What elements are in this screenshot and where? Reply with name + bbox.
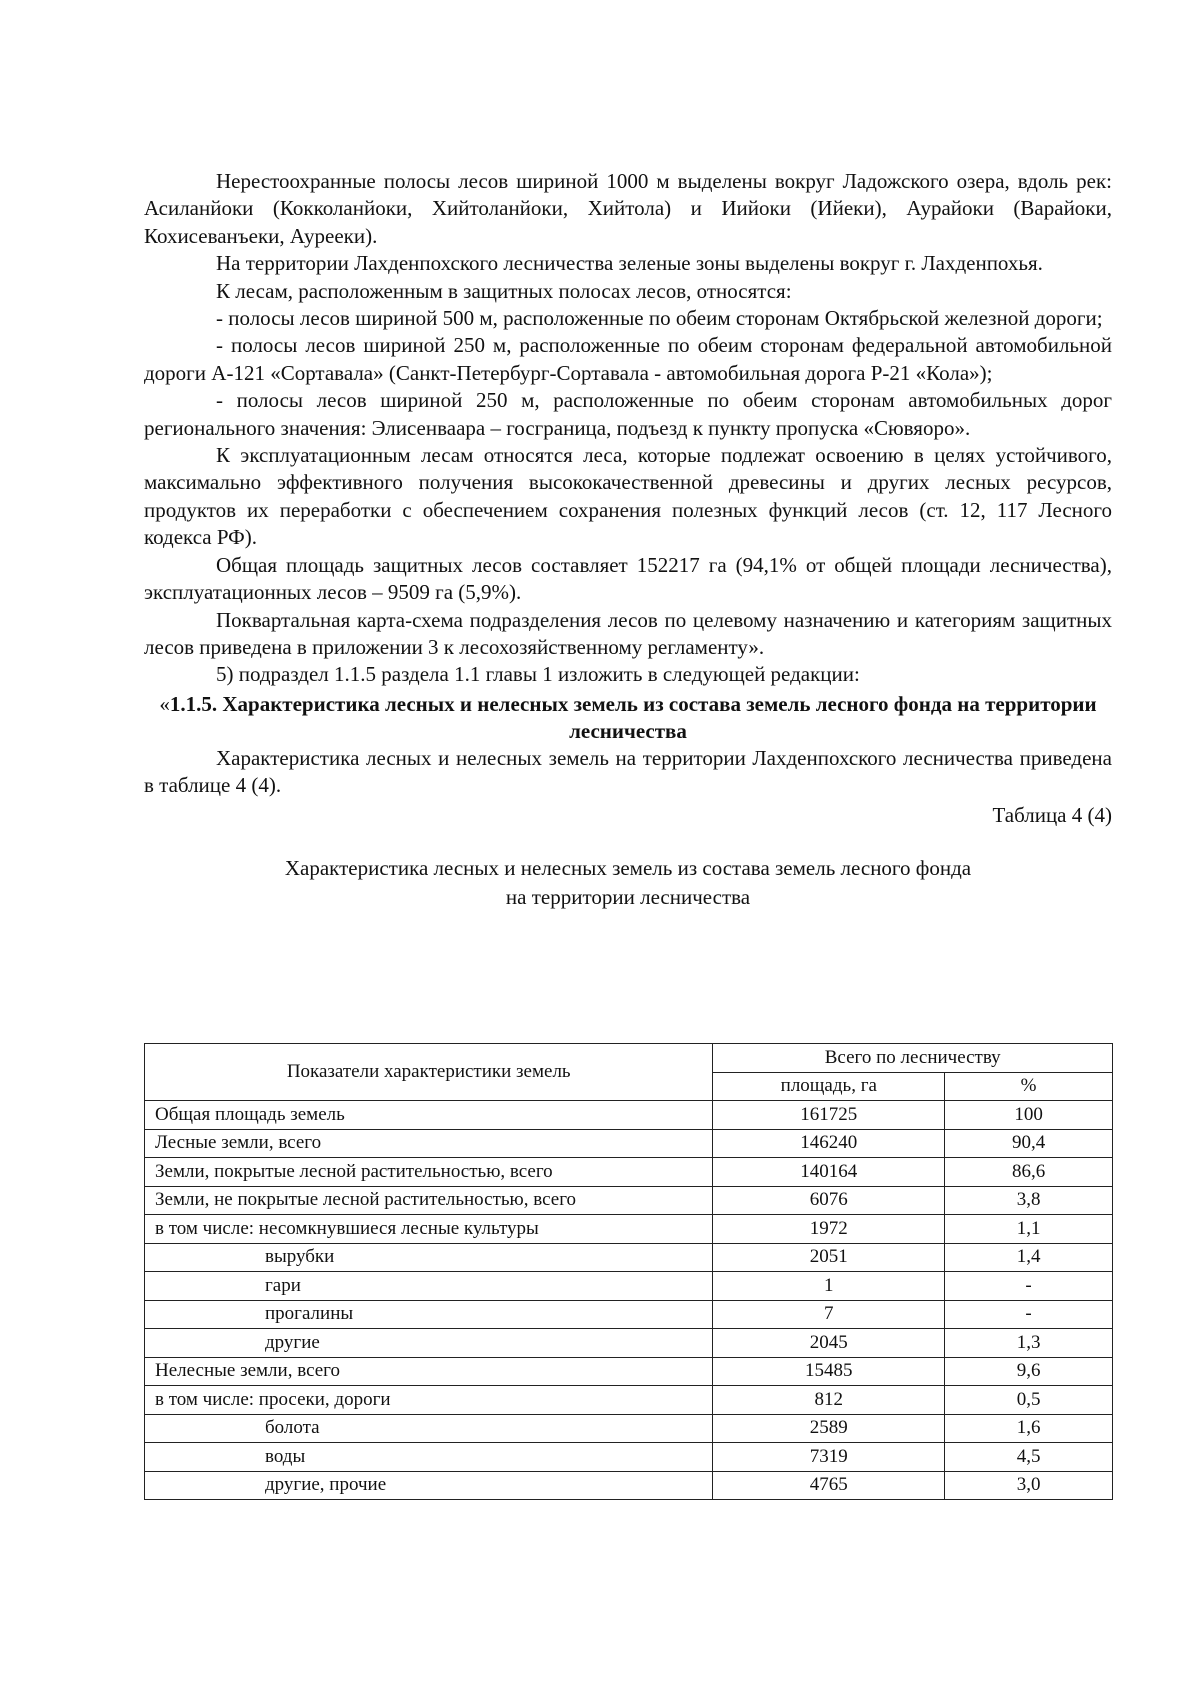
table-body bbox=[145, 1101, 1113, 1500]
row-indicator-cell: в том числе: просеки, дороги bbox=[145, 1386, 713, 1415]
row-area-cell: 7 bbox=[713, 1300, 945, 1329]
table-row bbox=[145, 1329, 1113, 1358]
row-area-cell: 140164 bbox=[713, 1158, 945, 1187]
land-characteristics-table bbox=[144, 1043, 1113, 1500]
row-indicator-cell: Земли, покрытые лесной растительностью, всего bbox=[145, 1158, 713, 1187]
row-percent-cell: 1,3 bbox=[945, 1329, 1113, 1358]
paragraph-green-zones: На территории Лахденпохского лесничества зеленые зоны выделены вокруг г. Лахденпохья. bbox=[216, 251, 1043, 276]
row-percent-cell: 9,6 bbox=[945, 1357, 1113, 1386]
row-area-cell: 1 bbox=[713, 1272, 945, 1301]
paragraph-federal-road-belts: - полосы лесов шириной 250 м, расположенные по обеим сторонам федеральной автомобильной дороги А-121 «Сортавала» (Санкт-Петербург-Сортавала - автомобильная дорога Р-21 «Кола»); bbox=[144, 333, 1112, 385]
header-indicator: Показатели характеристики земель bbox=[145, 1044, 713, 1101]
row-area-cell: 4765 bbox=[713, 1471, 945, 1500]
header-total: Всего по лесничеству bbox=[713, 1044, 1113, 1073]
row-area-cell: 2051 bbox=[713, 1243, 945, 1272]
row-area-cell: 2045 bbox=[713, 1329, 945, 1358]
table-header-row-1 bbox=[145, 1044, 1113, 1073]
paragraph-protective-belts-intro: К лесам, расположенным в защитных полосах лесов, относятся: bbox=[216, 278, 792, 303]
paragraph-amendment: 5) подраздел 1.1.5 раздела 1.1 главы 1 изложить в следующей редакции: bbox=[216, 662, 860, 687]
table-caption-line-2: на территории лесничества bbox=[505, 884, 751, 909]
table-row bbox=[145, 1129, 1113, 1158]
row-percent-cell: 4,5 bbox=[945, 1443, 1113, 1472]
row-percent-cell: 3,0 bbox=[945, 1471, 1113, 1500]
paragraph-regional-road-belts: - полосы лесов шириной 250 м, расположенные по обеим сторонам автомобильных дорог регионального значения: Элисенваара – госграница, подъезд к пункту пропуска «Сювяоро». bbox=[144, 388, 1112, 440]
row-percent-cell: - bbox=[945, 1300, 1113, 1329]
header-percent: % bbox=[945, 1072, 1113, 1101]
table-row bbox=[145, 1414, 1113, 1443]
row-percent-cell: 100 bbox=[945, 1101, 1113, 1130]
row-indicator-cell: прогалины bbox=[145, 1300, 713, 1329]
row-indicator-cell: другие, прочие bbox=[145, 1471, 713, 1500]
table-row bbox=[145, 1386, 1113, 1415]
row-percent-cell: - bbox=[945, 1272, 1113, 1301]
row-indicator-cell: Лесные земли, всего bbox=[145, 1129, 713, 1158]
paragraph-railway-belts: - полосы лесов шириной 500 м, расположенные по обеим сторонам Октябрьской железной дороги; bbox=[216, 306, 1103, 331]
row-indicator-cell: Земли, не покрытые лесной растительностью, всего bbox=[145, 1186, 713, 1215]
table-row bbox=[145, 1357, 1113, 1386]
row-area-cell: 161725 bbox=[713, 1101, 945, 1130]
table-row bbox=[145, 1471, 1113, 1500]
table-row bbox=[145, 1443, 1113, 1472]
row-percent-cell: 86,6 bbox=[945, 1158, 1113, 1187]
row-area-cell: 1972 bbox=[713, 1215, 945, 1244]
row-area-cell: 2589 bbox=[713, 1414, 945, 1443]
row-indicator-cell: Общая площадь земель bbox=[145, 1101, 713, 1130]
row-indicator-cell: Нелесные земли, всего bbox=[145, 1357, 713, 1386]
paragraph-spawning-belts: Нерестоохранные полосы лесов шириной 1000 м выделены вокруг Ладожского озера, вдоль рек: Асиланйоки (Кокколанйоки, Хийтоланйоки, Хийтола) и Иийоки (Ийеки), Аурайоки (Варайоки, Кохисеванъеки, Аурееки). bbox=[144, 169, 1112, 248]
row-percent-cell: 0,5 bbox=[945, 1386, 1113, 1415]
row-area-cell: 146240 bbox=[713, 1129, 945, 1158]
section-heading-quote: « bbox=[159, 691, 170, 716]
document-page bbox=[144, 168, 1112, 912]
table-row bbox=[145, 1158, 1113, 1187]
row-percent-cell: 3,8 bbox=[945, 1186, 1113, 1215]
table-header bbox=[145, 1044, 1113, 1101]
paragraph-map-reference: Поквартальная карта-схема подразделения лесов по целевому назначению и категориям защитных лесов приведена в приложении 3 к лесохозяйственному регламенту». bbox=[144, 607, 1112, 659]
row-indicator-cell: воды bbox=[145, 1443, 713, 1472]
row-percent-cell: 1,4 bbox=[945, 1243, 1113, 1272]
row-area-cell: 15485 bbox=[713, 1357, 945, 1386]
paragraph-total-area: Общая площадь защитных лесов составляет 152217 га (94,1% от общей площади лесничества), эксплуатационных лесов – 9509 га (5,9%). bbox=[144, 552, 1112, 605]
header-area: площадь, га bbox=[713, 1072, 945, 1101]
row-percent-cell: 1,1 bbox=[945, 1215, 1113, 1244]
row-indicator-cell: болота bbox=[145, 1414, 713, 1443]
table-label: Таблица 4 (4) bbox=[992, 802, 1112, 827]
table-row bbox=[145, 1215, 1113, 1244]
paragraph-exploitation-forests: К эксплуатационным лесам относятся леса, которые подлежат освоению в целях устойчивого, максимально эффективного получения высококачественной древесины и других лесных ресурсов, продуктов их переработки с обеспечением сохранения полезных функций лесов (ст. 12, 117 Лесного кодекса РФ). bbox=[144, 443, 1112, 550]
table-caption bbox=[144, 854, 1112, 912]
table-row bbox=[145, 1101, 1113, 1130]
row-percent-cell: 1,6 bbox=[945, 1414, 1113, 1443]
section-heading-text: 1.1.5. Характеристика лесных и нелесных земель из состава земель лесного фонда на территории лесничества bbox=[169, 691, 1097, 743]
section-heading bbox=[144, 691, 1112, 745]
table-row bbox=[145, 1300, 1113, 1329]
row-area-cell: 812 bbox=[713, 1386, 945, 1415]
row-area-cell: 6076 bbox=[713, 1186, 945, 1215]
table-row bbox=[145, 1243, 1113, 1272]
row-percent-cell: 90,4 bbox=[945, 1129, 1113, 1158]
paragraph-table-intro: Характеристика лесных и нелесных земель на территории Лахденпохского лесничества приведена в таблице 4 (4). bbox=[144, 745, 1112, 798]
row-indicator-cell: вырубки bbox=[145, 1243, 713, 1272]
row-indicator-cell: в том числе: несомкнувшиеся лесные культуры bbox=[145, 1215, 713, 1244]
row-indicator-cell: гари bbox=[145, 1272, 713, 1301]
table-row bbox=[145, 1272, 1113, 1301]
table-row bbox=[145, 1186, 1113, 1215]
row-area-cell: 7319 bbox=[713, 1443, 945, 1472]
row-indicator-cell: другие bbox=[145, 1329, 713, 1358]
table-caption-line-1: Характеристика лесных и нелесных земель из состава земель лесного фонда bbox=[284, 855, 972, 880]
